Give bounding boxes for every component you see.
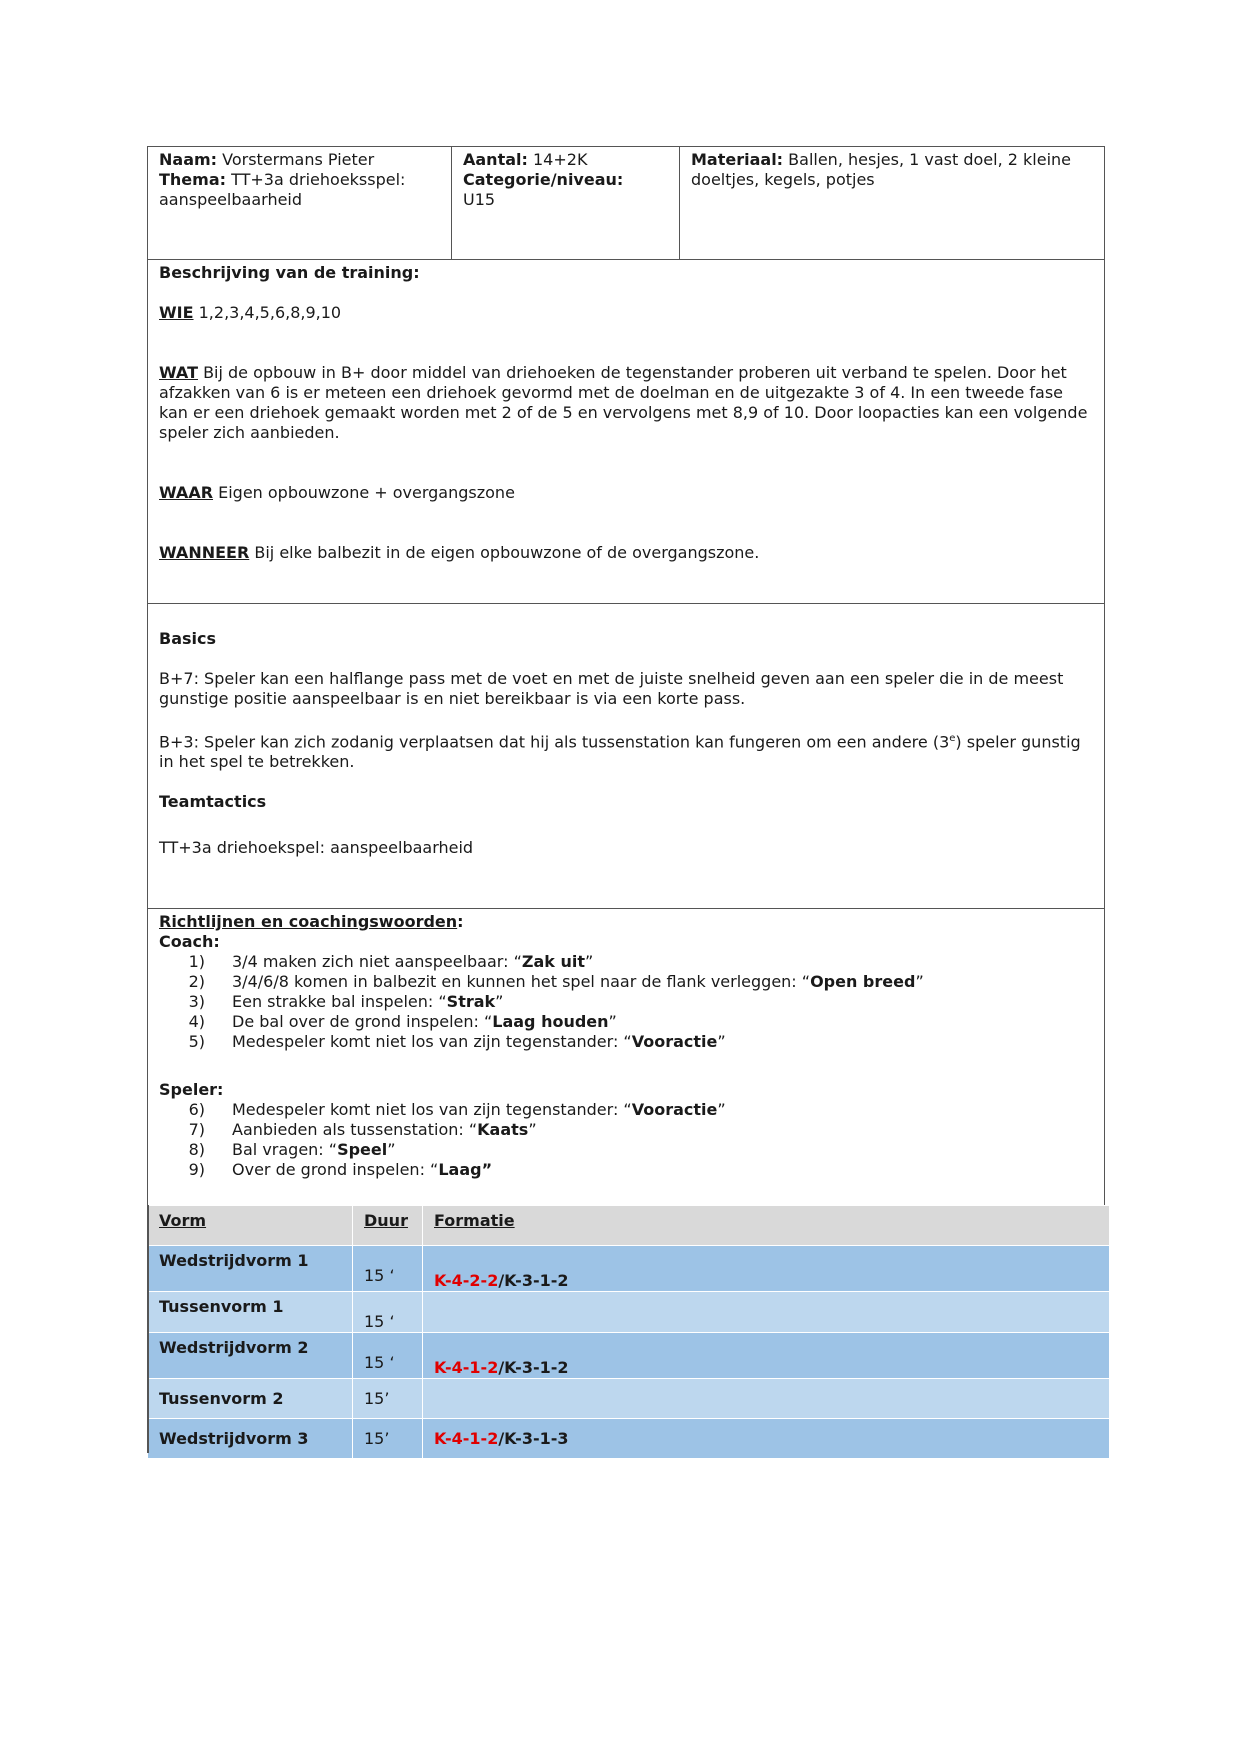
item-keyword: Strak — [446, 992, 496, 1011]
waar-label: WAAR — [159, 483, 214, 502]
wie-label: WIE — [159, 303, 194, 322]
item-keyword: Open breed — [810, 972, 916, 991]
item-sentence: Aanbieden als tussenstation: “ — [232, 1120, 478, 1139]
plan-formatie — [423, 1379, 1110, 1419]
plan-duur: 15 ‘ — [353, 1333, 423, 1379]
header-formatie: Formatie — [423, 1206, 1110, 1246]
training-form — [147, 146, 1105, 1206]
item-sentence: Medespeler komt niet los van zijn tegenstander: “ — [232, 1032, 632, 1051]
table-left-border — [147, 1205, 149, 1453]
item-keyword: Speel — [337, 1140, 388, 1159]
item-number: 2) — [188, 972, 205, 991]
plan-formatie — [423, 1292, 1110, 1333]
plan-duur: 15 ‘ — [353, 1246, 423, 1292]
plan-vorm: Wedstrijdvorm 2 — [148, 1333, 353, 1379]
categorie-label: Categorie/niveau: — [463, 170, 624, 189]
waar-value: Eigen opbouwzone + overgangszone — [213, 483, 515, 502]
item-keyword: Kaats — [477, 1120, 529, 1139]
plan-vorm: Tussenvorm 2 — [148, 1379, 353, 1419]
item-number: 5) — [188, 1032, 205, 1051]
wanneer-value: Bij elke balbezit in de eigen opbouwzone of de overgangszone. — [249, 543, 760, 562]
coaching-title-colon: : — [457, 912, 464, 931]
formatie-own: K-4-1-2 — [434, 1358, 499, 1377]
plan-duur: 15’ — [353, 1419, 423, 1459]
item-keyword: Vooractie — [631, 1032, 718, 1051]
header-naam-thema — [148, 147, 451, 259]
wanneer-label: WANNEER — [159, 543, 250, 562]
basics-b3-sup: e — [949, 733, 956, 744]
basics-title: Basics — [159, 629, 217, 648]
list-item — [159, 1140, 1093, 1160]
plan-table — [147, 1205, 1110, 1459]
item-number: 4) — [188, 1012, 205, 1031]
item-quote-end: ” — [585, 952, 594, 971]
teamtactics-title: Teamtactics — [159, 792, 267, 812]
item-number: 8) — [188, 1140, 205, 1159]
item-quote-end: ” — [717, 1100, 726, 1119]
list-item — [159, 992, 1093, 1012]
item-keyword: Laag” — [438, 1160, 493, 1179]
coach-label: Coach: — [159, 932, 220, 951]
item-text — [232, 1012, 617, 1032]
plan-duur: 15 ‘ — [353, 1292, 423, 1333]
list-item — [159, 1012, 1093, 1032]
header-duur: Duur — [353, 1206, 423, 1246]
item-number: 1) — [188, 952, 205, 971]
formatie-own: K-4-1-2 — [434, 1429, 499, 1448]
item-quote-end: ” — [387, 1140, 396, 1159]
item-text — [232, 952, 593, 972]
teamtactics-value: TT+3a driehoekspel: aanspeelbaarheid — [159, 838, 474, 858]
item-text — [232, 992, 503, 1012]
list-item — [159, 952, 1093, 972]
item-sentence: 3/4/6/8 komen in balbezit en kunnen het spel naar de flank verleggen: “ — [232, 972, 811, 991]
list-item — [159, 1120, 1093, 1140]
aantal-label: Aantal: — [463, 150, 528, 169]
naam-value: Vorstermans Pieter — [217, 150, 375, 169]
formatie-opponent: /K-3-1-2 — [498, 1358, 569, 1377]
wie-value: 1,2,3,4,5,6,8,9,10 — [193, 303, 342, 322]
materiaal-value: Ballen, hesjes, 1 vast doel, 2 kleine doeltjes, kegels, potjes — [691, 150, 1071, 189]
basics-b3-part1: B+3: Speler kan zich zodanig verplaatsen dat hij als tussenstation kan fungeren om een andere (3 — [159, 732, 950, 752]
item-keyword: Vooractie — [631, 1100, 718, 1119]
list-item — [159, 1100, 1093, 1120]
plan-vorm: Tussenvorm 1 — [148, 1292, 353, 1333]
item-text — [232, 1032, 726, 1052]
header-aantal-categorie — [451, 147, 679, 259]
basics-b7: B+7: Speler kan een halflange pass met de voet en met de juiste snelheid geven aan een speler die in de meest gunstige positie aanspeelbaar is en niet bereikbaar is via een korte pass. — [159, 669, 1064, 708]
plan-row — [148, 1246, 1110, 1292]
item-text — [232, 1100, 726, 1120]
formatie-opponent: /K-3-1-3 — [498, 1429, 569, 1448]
plan-formatie — [423, 1246, 1110, 1292]
basics-b3 — [159, 729, 1093, 772]
description-title: Beschrijving van de training: — [159, 263, 420, 282]
item-number: 6) — [188, 1100, 205, 1119]
item-quote-end: ” — [915, 972, 924, 991]
speler-list — [159, 1100, 1093, 1180]
thema-value: TT+3a driehoeksspel: aanspeelbaarheid — [159, 170, 406, 209]
list-item — [159, 972, 1093, 992]
item-sentence: Over de grond inspelen: “ — [232, 1160, 439, 1179]
item-number: 3) — [188, 992, 205, 1011]
basics-b3-part2: ) speler gunstig in het spel te betrekken. — [159, 732, 1081, 772]
item-sentence: Een strakke bal inspelen: “ — [232, 992, 447, 1011]
plan-header-row — [148, 1206, 1110, 1246]
header-materiaal — [679, 147, 1104, 259]
item-sentence: Medespeler komt niet los van zijn tegenstander: “ — [232, 1100, 632, 1119]
item-sentence: 3/4 maken zich niet aanspeelbaar: “ — [232, 952, 522, 971]
coaching-title: Richtlijnen en coachingswoorden — [159, 912, 458, 931]
speler-label: Speler: — [159, 1080, 224, 1099]
aantal-value: 14+2K — [527, 150, 588, 169]
wat-value: Bij de opbouw in B+ door middel van driehoeken de tegenstander proberen uit verband te spelen. Door het afzakken van 6 is er meteen een driehoek gevormd met de doelman en de uitgezakte 3 of 4. In een tweede fase kan er een driehoek gemaakt worden met 2 of de 5 en vervolgens met 8,9 of 10. Door loopacties kan een volgende speler zich aanbieden. — [159, 363, 1088, 442]
item-quote-end: ” — [495, 992, 504, 1011]
plan-duur: 15’ — [353, 1379, 423, 1419]
plan-row — [148, 1333, 1110, 1379]
plan-vorm: Wedstrijdvorm 1 — [148, 1246, 353, 1292]
item-sentence: Bal vragen: “ — [232, 1140, 338, 1159]
list-item — [159, 1032, 1093, 1052]
training-sheet — [147, 146, 1105, 1206]
materiaal-label: Materiaal: — [691, 150, 784, 169]
item-quote-end: ” — [528, 1120, 537, 1139]
naam-label: Naam: — [159, 150, 218, 169]
thema-label: Thema: — [159, 170, 227, 189]
plan-row — [148, 1419, 1110, 1459]
item-text — [232, 972, 924, 992]
plan-row — [148, 1379, 1110, 1419]
item-sentence: De bal over de grond inspelen: “ — [232, 1012, 493, 1031]
item-number: 7) — [188, 1120, 205, 1139]
item-quote-end: ” — [608, 1012, 617, 1031]
formatie-own: K-4-2-2 — [434, 1271, 499, 1290]
wat-label: WAT — [159, 363, 198, 382]
item-number: 9) — [188, 1160, 205, 1179]
formatie-opponent: /K-3-1-2 — [498, 1271, 569, 1290]
plan-row — [148, 1292, 1110, 1333]
header-row — [148, 147, 1104, 259]
item-keyword: Zak uit — [521, 952, 585, 971]
plan-vorm: Wedstrijdvorm 3 — [148, 1419, 353, 1459]
coaching-section — [148, 908, 1104, 1206]
coach-list — [159, 952, 1093, 1052]
list-item — [159, 1160, 1093, 1180]
plan-formatie — [423, 1333, 1110, 1379]
item-text — [232, 1120, 537, 1140]
description-section — [148, 259, 1104, 603]
basics-section — [148, 603, 1104, 908]
item-keyword: Laag houden — [492, 1012, 609, 1031]
item-text — [232, 1160, 492, 1180]
plan-formatie — [423, 1419, 1110, 1459]
header-vorm: Vorm — [148, 1206, 353, 1246]
item-quote-end: ” — [717, 1032, 726, 1051]
item-text — [232, 1140, 396, 1160]
categorie-value: U15 — [463, 190, 496, 209]
